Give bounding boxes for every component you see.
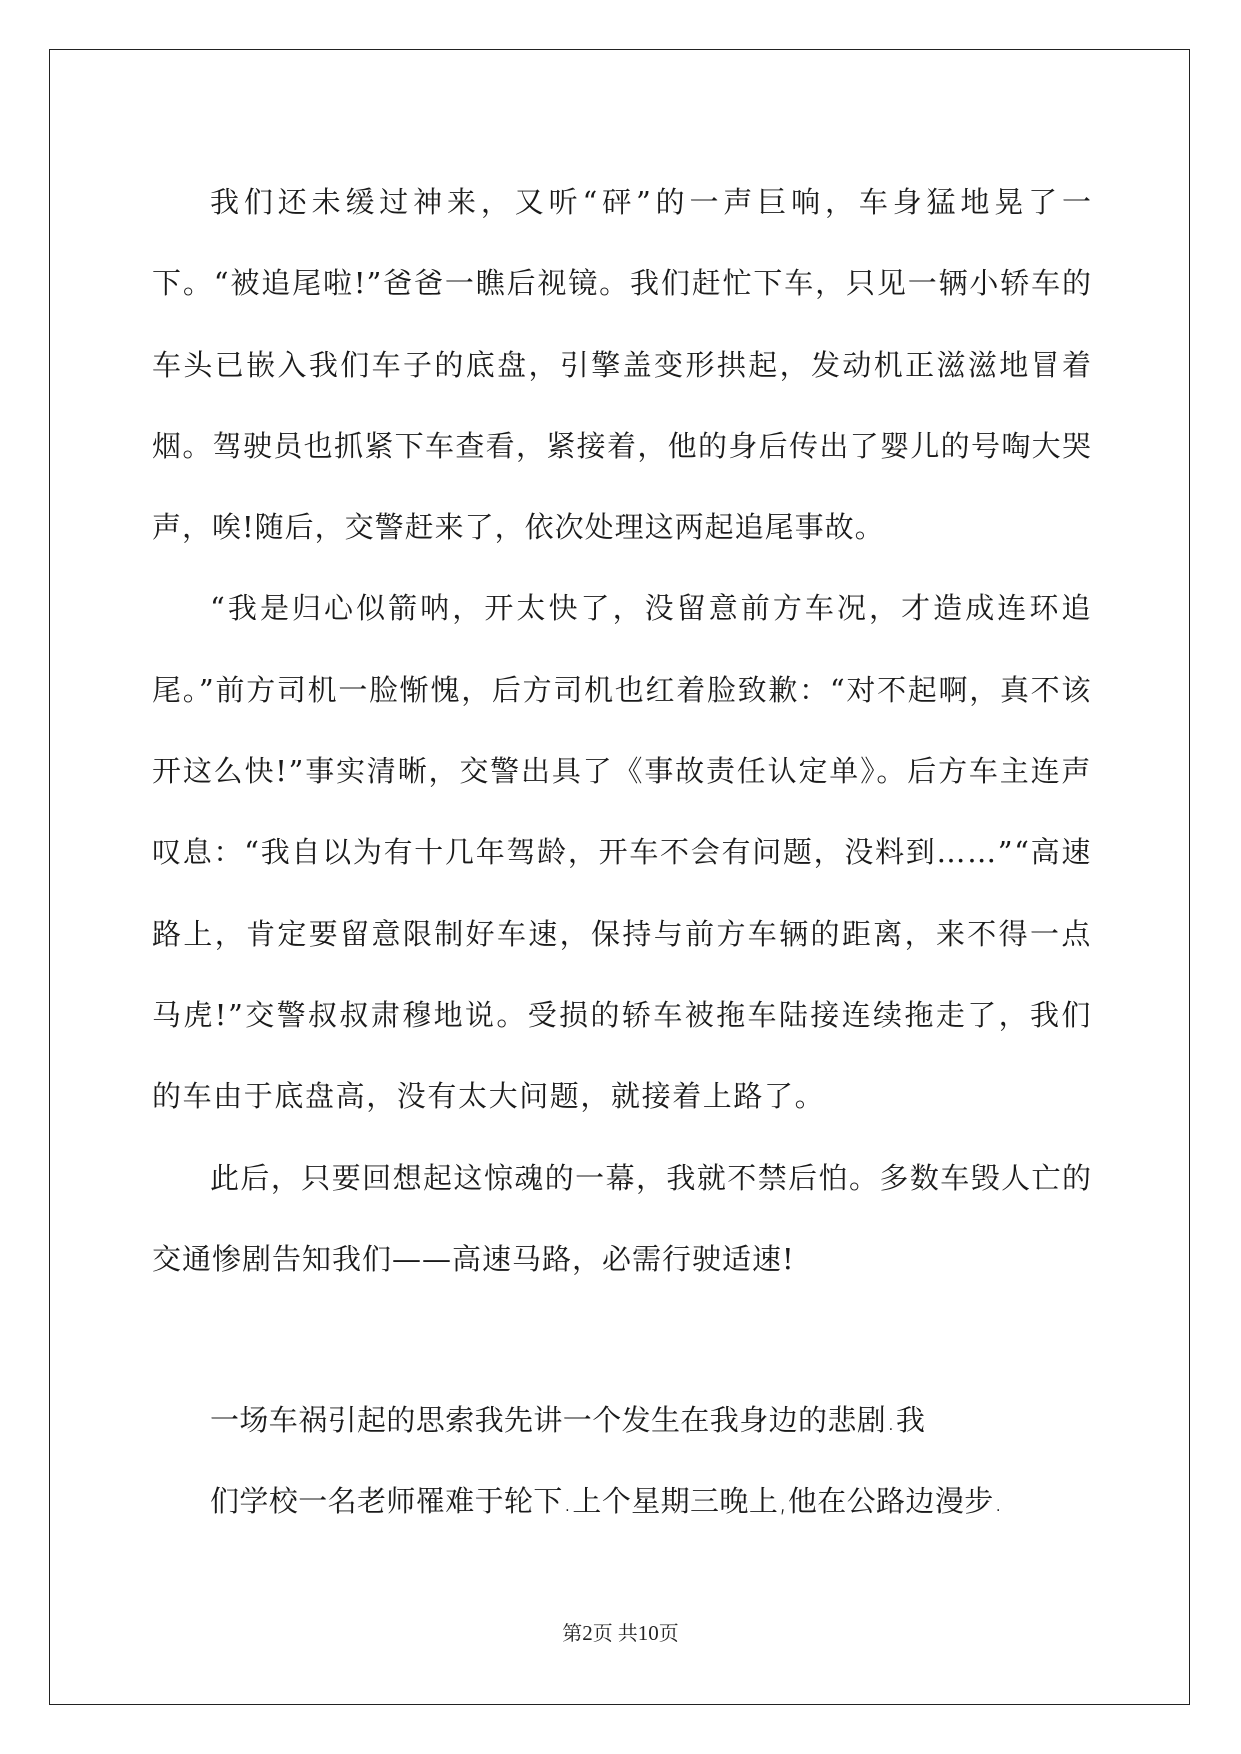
paragraph-3: 此后，只要回想起这惊魂的一幕，我就不禁后怕。多数车毁人亡的交通惨剧告知我们——高速马路，必需行驶适速! <box>152 1160 1092 1276</box>
footer-suffix: 页 <box>658 1623 679 1645</box>
section-line-2: 们学校一名老师罹难于轮下.上个星期三晚上,他在公路边漫步. <box>210 1484 1004 1519</box>
section-gap <box>152 1300 1092 1380</box>
page-footer <box>0 1617 1241 1646</box>
paragraph-2: “我是归心似箭呐，开太快了，没留意前方车况，才造成连环追尾。”前方司机一脸惭愧，后方司机也红着脸致歉：“对不起啊，真不该开这么快!”事实清晰，交警出具了《事故责任认定单》。后方车主连声叹息：“我自以为有十几年驾龄，开车不会有问题，没料到……”“高速路上，肯定要留意限制好车速，保持与前方车辆的距离，来不得一点马虎!”交警叔叔肃穆地说。受损的轿车被拖车陆接连续拖走了，我们的车由于底盘高，没有太大问题，就接着上路了。 <box>152 591 1092 1114</box>
document-body <box>152 162 1092 1543</box>
footer-total-pages: 10 <box>637 1621 659 1645</box>
paragraph-1: 我们还未缓过神来，又听“砰”的一声巨响，车身猛地晃了一下。“被追尾啦!”爸爸一瞧后视镜。我们赶忙下车，只见一辆小轿车的车头已嵌入我们车子的底盘，引擎盖变形拱起，发动机正滋滋地冒着烟。驾驶员也抓紧下车查看，紧接着，他的身后传出了婴儿的号啕大哭声，唉!随后，交警赶来了，依次处理这两起追尾事故。 <box>152 185 1092 545</box>
footer-page-number: 2 <box>582 1621 593 1645</box>
footer-middle: 页 共 <box>592 1623 638 1645</box>
footer-prefix: 第 <box>562 1623 583 1645</box>
section-line-1: 一场车祸引起的思索我先讲一个发生在我身边的悲剧.我 <box>210 1403 926 1438</box>
